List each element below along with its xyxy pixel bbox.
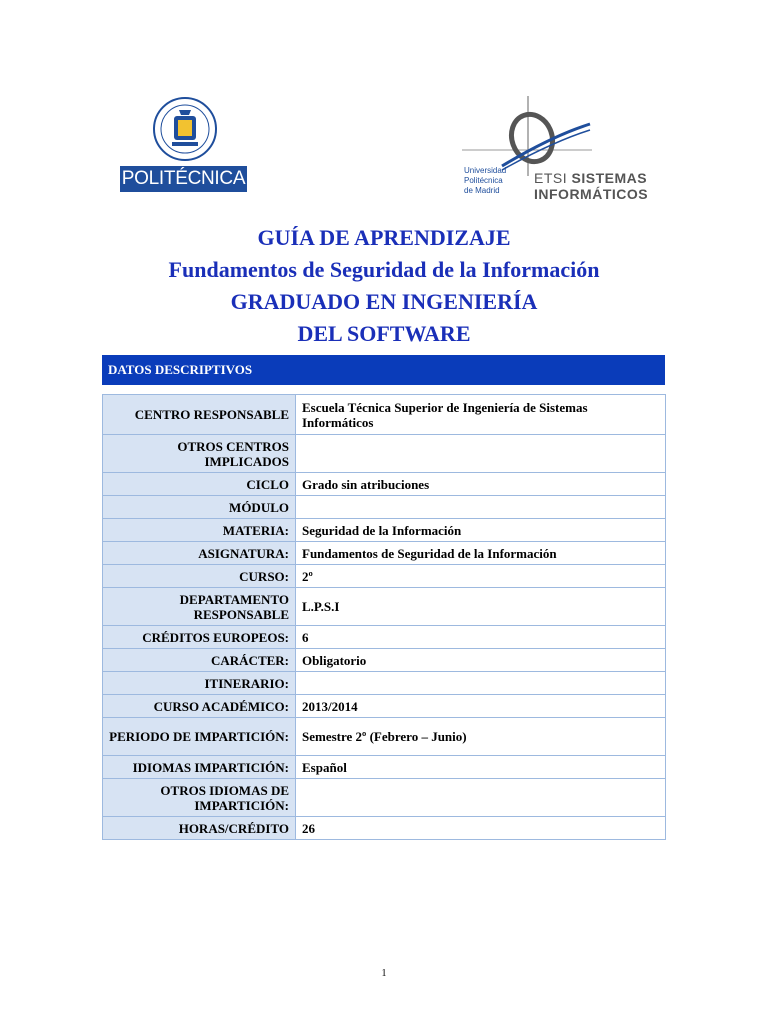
- etsi-univ-line: Politécnica: [464, 176, 503, 185]
- table-row: [103, 565, 666, 588]
- degree-title-line2: DEL SOFTWARE: [297, 321, 471, 346]
- row-label: MATERIA:: [103, 519, 296, 542]
- table-row: [103, 626, 666, 649]
- row-label: CURSO ACADÉMICO:: [103, 695, 296, 718]
- row-value: 6: [296, 626, 666, 649]
- row-label: ASIGNATURA:: [103, 542, 296, 565]
- etsi-university-name: [464, 166, 524, 196]
- row-label: PERIODO DE IMPARTICIÓN:: [103, 718, 296, 756]
- row-label: CRÉDITOS EUROPEOS:: [103, 626, 296, 649]
- header-logos: [0, 0, 768, 220]
- informaticos-label: INFORMÁTICOS: [534, 186, 649, 202]
- table-row: [103, 519, 666, 542]
- row-label: CARÁCTER:: [103, 649, 296, 672]
- etsi-mark-icon: [462, 96, 592, 176]
- row-value: [296, 496, 666, 519]
- degree-title-line1: GRADUADO EN INGENIERÍA: [230, 289, 538, 314]
- row-value: Español: [296, 756, 666, 779]
- table-row: [103, 718, 666, 756]
- row-value: [296, 672, 666, 695]
- document-title: [0, 222, 768, 350]
- table-row: [103, 649, 666, 672]
- etsi-name-line1: [534, 170, 648, 186]
- row-label: MÓDULO: [103, 496, 296, 519]
- page-number: 1: [381, 968, 387, 979]
- subject-title: Fundamentos de Seguridad de la Información: [168, 257, 600, 282]
- row-value: Fundamentos de Seguridad de la Información: [296, 542, 666, 565]
- row-value: 26: [296, 817, 666, 840]
- table-row: [103, 588, 666, 626]
- descriptive-data-table: [102, 394, 666, 840]
- table-row: [103, 672, 666, 695]
- etsi-logo: [462, 96, 662, 206]
- row-value: [296, 435, 666, 473]
- table-row: [103, 496, 666, 519]
- row-value: 2013/2014: [296, 695, 666, 718]
- title-line: GUÍA DE APRENDIZAJE: [257, 225, 511, 250]
- table-row: [103, 817, 666, 840]
- row-value: 2º: [296, 565, 666, 588]
- upm-seal-icon: [152, 96, 218, 162]
- row-value: Escuela Técnica Superior de Ingeniería de Sistemas Informáticos: [296, 395, 666, 435]
- row-label: OTROS CENTROS IMPLICADOS: [103, 435, 296, 473]
- row-value: [296, 779, 666, 817]
- row-label: OTROS IDIOMAS DE IMPARTICIÓN:: [103, 779, 296, 817]
- upm-band-text: POLITÉCNICA: [120, 166, 247, 192]
- table-row: [103, 473, 666, 496]
- etsi-school-name: [534, 170, 648, 202]
- table-row: [103, 695, 666, 718]
- etsi-univ-line: de Madrid: [464, 186, 500, 195]
- upm-logo: [120, 96, 250, 196]
- table-row: [103, 542, 666, 565]
- section-heading: DATOS DESCRIPTIVOS: [102, 355, 665, 385]
- row-label: DEPARTAMENTO RESPONSABLE: [103, 588, 296, 626]
- row-label: HORAS/CRÉDITO: [103, 817, 296, 840]
- row-value: Grado sin atribuciones: [296, 473, 666, 496]
- row-value: Semestre 2º (Febrero – Junio): [296, 718, 666, 756]
- row-label: CURSO:: [103, 565, 296, 588]
- row-value: Obligatorio: [296, 649, 666, 672]
- row-value: Seguridad de la Información: [296, 519, 666, 542]
- row-label: IDIOMAS IMPARTICIÓN:: [103, 756, 296, 779]
- row-value: L.P.S.I: [296, 588, 666, 626]
- table-row: [103, 779, 666, 817]
- row-label: ITINERARIO:: [103, 672, 296, 695]
- row-label: CICLO: [103, 473, 296, 496]
- etsi-label: ETSI: [534, 170, 568, 186]
- table-row: [103, 435, 666, 473]
- etsi-univ-line: Universidad: [464, 166, 507, 175]
- table-row: [103, 395, 666, 435]
- row-label: CENTRO RESPONSABLE: [103, 395, 296, 435]
- table-row: [103, 756, 666, 779]
- sistemas-label: SISTEMAS: [571, 170, 648, 186]
